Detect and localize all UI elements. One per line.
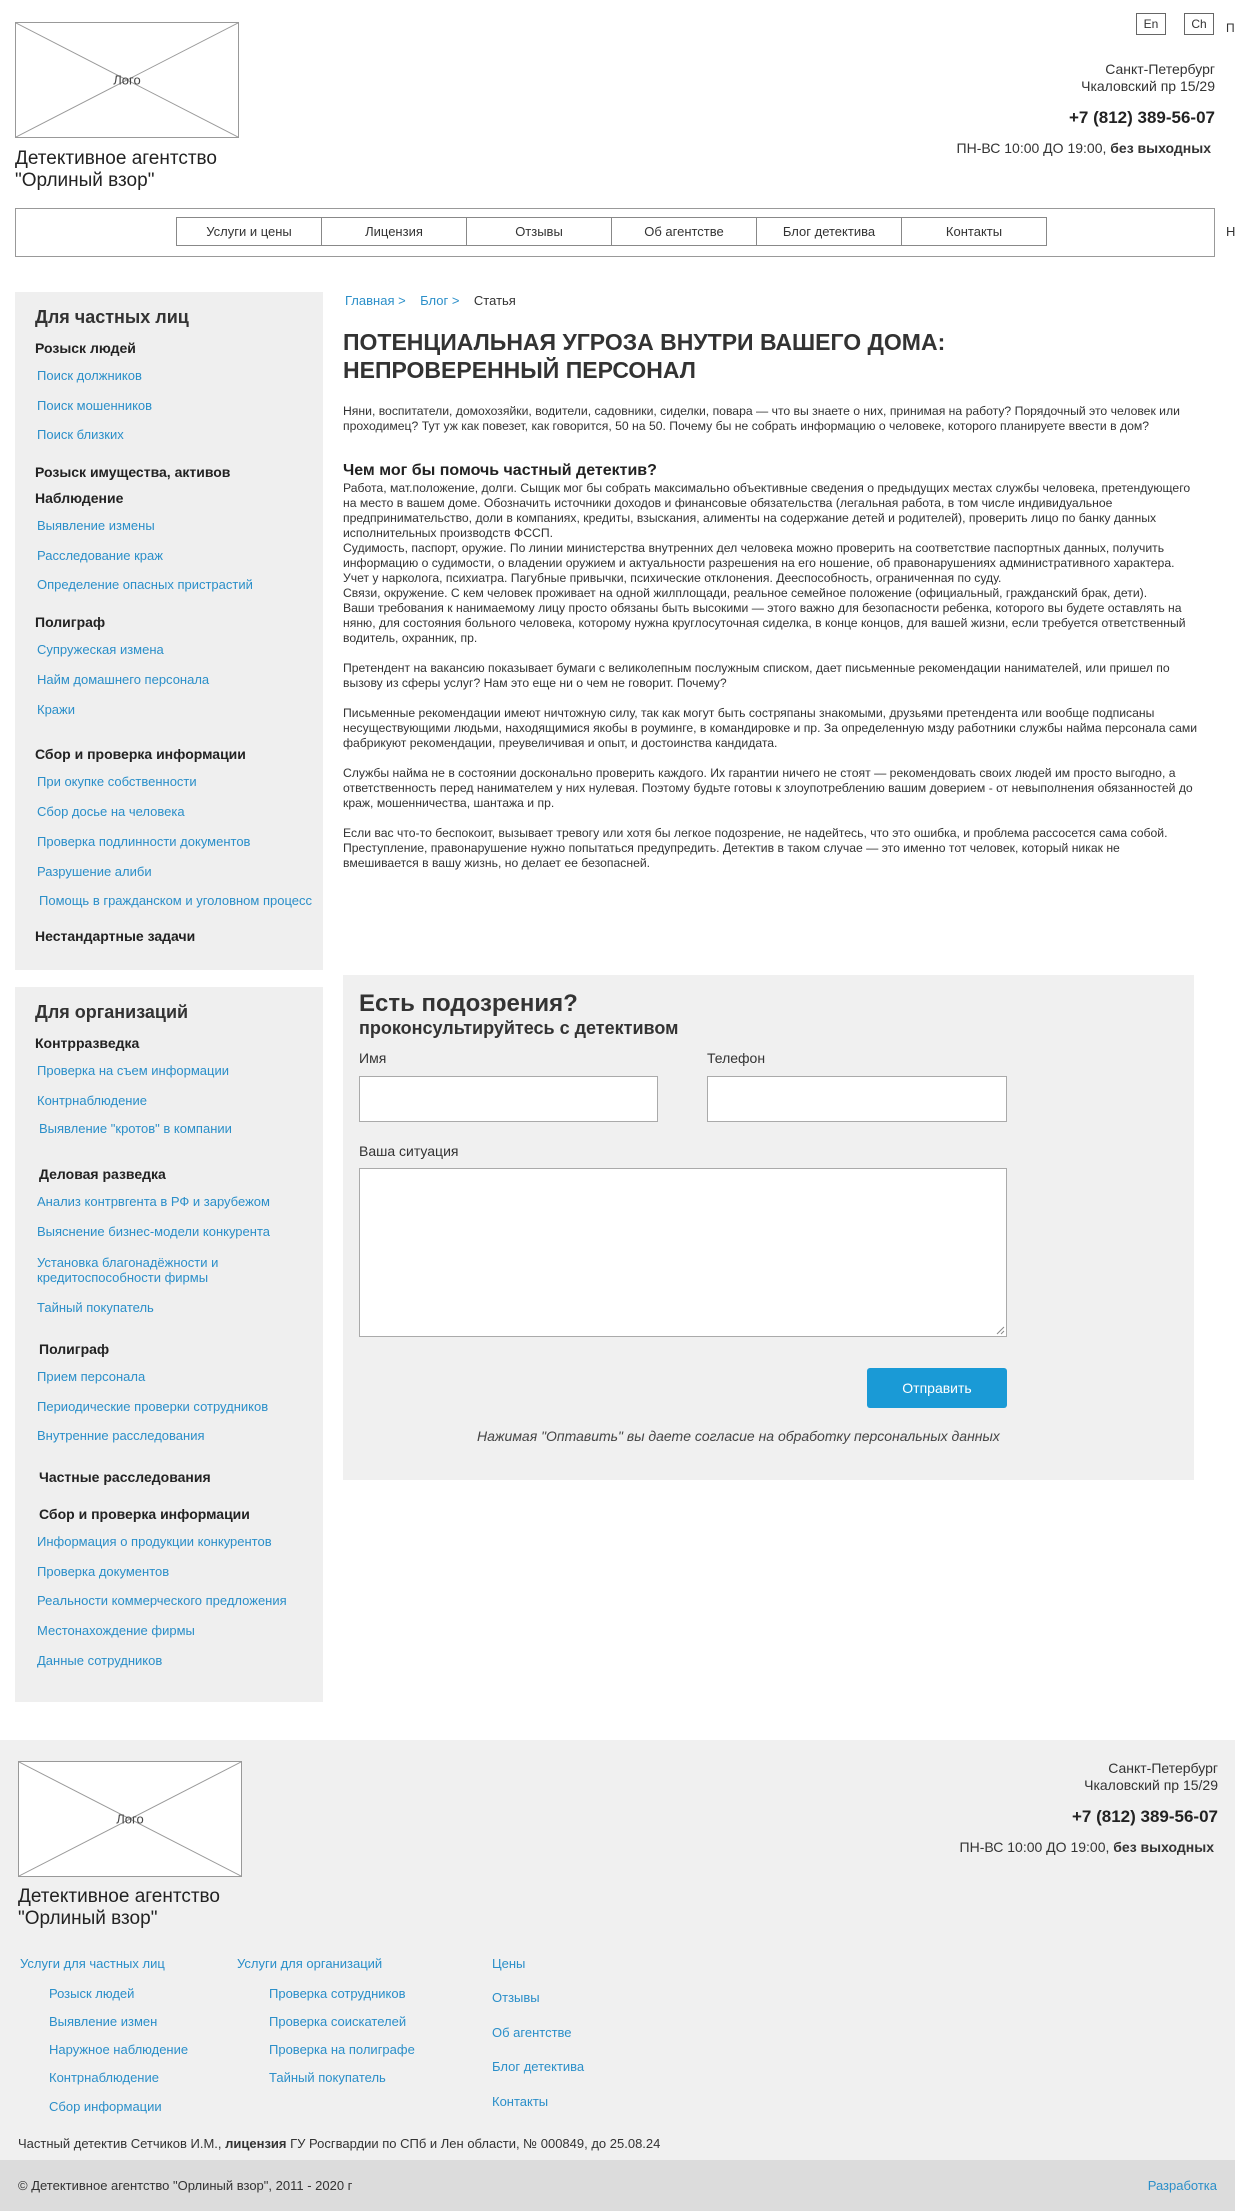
- footer-logo[interactable]: [18, 1761, 242, 1877]
- sidebar-group-title: Розыск людей: [35, 340, 136, 356]
- footer-logo-label: Лого: [116, 1811, 144, 1827]
- nav-item-reviews[interactable]: Отзывы: [466, 217, 612, 246]
- footer-link[interactable]: Цены: [492, 1956, 526, 1971]
- sidebar-link[interactable]: Проверка документов: [37, 1564, 170, 1579]
- form-subtitle: проконсультируйтесь с детективом: [359, 1018, 679, 1038]
- submit-button[interactable]: Отправить: [867, 1368, 1007, 1408]
- breadcrumb-blog[interactable]: Блог: [420, 293, 449, 308]
- article-paragraph: Письменные рекомендации имеют ничтожную силу, так как могут быть состряпаны знакомыми, друзьями претендента или вообще подписаны несуществующими людьми, находящимися якобы в роуминге, в командировке и пр. За определенную мзду работники службы найма персонала сами фабрикуют рекомендации, преувеличивая и опыт, и достоинства кандидата.: [343, 706, 1198, 750]
- article-title: ПОТЕНЦИАЛЬНАЯ УГРОЗА ВНУТРИ ВАШЕГО ДОМА: НЕПРОВЕРЕННЫЙ ПЕРСОНАЛ: [343, 329, 946, 383]
- footer-address: Чкаловский пр 15/29: [1084, 1777, 1218, 1793]
- footer-link[interactable]: Проверка соискателей: [269, 2014, 407, 2029]
- footer-link[interactable]: Выявление измен: [49, 2014, 158, 2029]
- company-name-line1: Детективное агентство: [15, 148, 217, 169]
- nav-item-license[interactable]: Лицензия: [321, 217, 467, 246]
- logo[interactable]: [15, 22, 239, 138]
- form-title: Есть подозрения?: [359, 990, 578, 1017]
- breadcrumb: [345, 293, 516, 308]
- article-paragraph: Учет у нарколога, психиатра. Пагубные привычки, психические отклонения. Дееспособность, ограниченная по суду.: [343, 571, 1002, 585]
- footer-link[interactable]: Контрнаблюдение: [49, 2070, 159, 2085]
- sidebar-link[interactable]: Помощь в гражданском и уголовном процесс: [39, 893, 312, 908]
- nav-item-about[interactable]: Об агентстве: [611, 217, 757, 246]
- footer-link[interactable]: Наружное наблюдение: [49, 2042, 189, 2057]
- phone-label: Телефон: [707, 1050, 766, 1066]
- lang-ch-button[interactable]: Ch: [1184, 13, 1214, 35]
- sidebar-link[interactable]: Выявление "кротов" в компании: [39, 1121, 232, 1136]
- sidebar-group-title: Сбор и проверка информации: [39, 1506, 250, 1522]
- sidebar-link[interactable]: Определение опасных пристрастий: [37, 577, 253, 592]
- sidebar-link[interactable]: Супружеская измена: [37, 642, 164, 657]
- breadcrumb-separator: >: [451, 293, 460, 308]
- sidebar-link[interactable]: Периодические проверки сотрудников: [37, 1399, 269, 1414]
- article-paragraph: Судимость, паспорт, оружие. По линии министерства внутренних дел человека можно проверить на соответствие паспортных данных, получить информацию о судимости, о владении оружием и актуальности разрешения на его ношение, об правонарушениях административного характера.: [343, 541, 1175, 570]
- footer-link[interactable]: Тайный покупатель: [269, 2070, 386, 2085]
- footer-link[interactable]: Сбор информации: [49, 2099, 162, 2114]
- sidebar-link[interactable]: При окупке собственности: [37, 774, 197, 789]
- footer-link[interactable]: Контакты: [492, 2094, 549, 2109]
- sidebar-group-title: Наблюдение: [35, 490, 124, 506]
- name-label: Имя: [359, 1050, 387, 1066]
- article-intro: Няни, воспитатели, домохозяйки, водители, садовники, сиделки, повара — что вы знаете о них, принимая на работу? Порядочный это человек или проходимец? Тут уж как повезет, как говорится, 50 на 50. Почему бы не собрать информацию о человеке, которого планируете ввести в дом?: [343, 404, 1180, 433]
- footer-col2-title[interactable]: Услуги для организаций: [237, 1956, 383, 1971]
- phone-input[interactable]: [707, 1076, 1007, 1122]
- article-subtitle: Чем мог бы помочь частный детектив?: [343, 462, 657, 479]
- sidebar-link[interactable]: Разрушение алиби: [37, 864, 152, 879]
- header-contacts: [1081, 61, 1215, 95]
- header-phone[interactable]: +7 (812) 389-56-07: [1068, 108, 1215, 127]
- sidebar-link[interactable]: Проверка подлинности документов: [37, 834, 251, 849]
- article-paragraph: Если вас что-то беспокоит, вызывает тревогу или хотя бы легкое подозрение, не надейтесь, что это ошибка, и проблема рассосется сама собой. Преступление, правонарушение нужно попытаться предупредить. Детектив в таком случае — это именно тот человек, который никак не вмешивается в вашу жизнь, но делает ее безопасней.: [343, 826, 1168, 870]
- developer-link[interactable]: Разработка: [1147, 2178, 1217, 2193]
- sidebar-link[interactable]: Реальности коммерческого предложения: [37, 1593, 287, 1608]
- name-input[interactable]: [359, 1076, 658, 1122]
- header-hours-text: ПН-ВС 10:00 ДО 19:00,: [956, 140, 1111, 156]
- nav-item-services[interactable]: Услуги и цены: [176, 217, 322, 246]
- article-body: [343, 481, 1198, 871]
- nav-item-contacts[interactable]: Контакты: [901, 217, 1047, 246]
- sidebar-group-title[interactable]: Розыск имущества, активов: [35, 464, 231, 480]
- footer-company-line2: "Орлиный взор": [18, 1908, 158, 1929]
- footer-hours-text: ПН-ВС 10:00 ДО 19:00,: [959, 1839, 1114, 1855]
- sidebar-link[interactable]: Выяснение бизнес-модели конкурента: [37, 1224, 270, 1239]
- situation-textarea[interactable]: [359, 1168, 1007, 1337]
- sidebar-link[interactable]: Найм домашнего персонала: [37, 672, 210, 687]
- breadcrumb-separator: >: [398, 293, 406, 308]
- footer-link[interactable]: Отзывы: [492, 1990, 540, 2005]
- sidebar-group-title[interactable]: Частные расследования: [39, 1469, 211, 1485]
- consent-text: Нажимая "Оптавить" вы даете согласие на обработку персональных данных: [477, 1428, 1000, 1444]
- sidebar-private-title: Для частных лиц: [35, 307, 189, 327]
- footer-link[interactable]: Блог детектива: [492, 2059, 585, 2074]
- footer-company-name: [18, 1886, 220, 1930]
- sidebar-link[interactable]: Поиск мошенников: [37, 398, 153, 413]
- sidebar-link[interactable]: Информация о продукции конкурентов: [37, 1534, 272, 1549]
- header-edge-text: П: [1226, 21, 1235, 35]
- main-nav: [177, 217, 1047, 246]
- sidebar-link[interactable]: Сбор досье на человека: [37, 804, 185, 819]
- sidebar-link[interactable]: Поиск близких: [37, 427, 124, 442]
- license-text: [18, 2136, 660, 2151]
- sidebar-group-title: Полиграф: [39, 1341, 110, 1357]
- footer-col1-title[interactable]: Услуги для частных лиц: [20, 1956, 165, 1971]
- company-name: [15, 148, 217, 192]
- sidebar-link[interactable]: Кражи: [37, 702, 75, 717]
- license-prefix: Частный детектив Сетчиков И.М.,: [18, 2136, 226, 2151]
- sidebar-group-title[interactable]: Нестандартные задачи: [35, 928, 196, 944]
- footer-hours: [960, 1839, 1214, 1855]
- sidebar-link[interactable]: Установка благонадёжности и кредитоспособности фирмы: [37, 1255, 219, 1285]
- sidebar-link[interactable]: Данные сотрудников: [37, 1653, 163, 1668]
- sidebar-link[interactable]: Контрнаблюдение: [37, 1093, 147, 1108]
- lang-en-button[interactable]: En: [1136, 13, 1166, 35]
- sidebar-group-title: Сбор и проверка информации: [35, 746, 246, 762]
- sidebar-link[interactable]: Поиск должников: [37, 368, 142, 383]
- header-hours: [957, 140, 1211, 156]
- header-hours-bold: без выходных: [1110, 140, 1211, 156]
- sidebar-group-title: Контрразведка: [35, 1035, 140, 1051]
- article-paragraph: Связи, окружение. С кем человек проживает на одной жилплощади, реальное семейное положение (официальный, гражданский брак, дети).: [343, 586, 1148, 600]
- footer-link[interactable]: Проверка сотрудников: [269, 1986, 406, 2001]
- license-bold: лицензия: [225, 2136, 287, 2151]
- footer-link[interactable]: Проверка на полиграфе: [269, 2042, 415, 2057]
- sidebar-link[interactable]: Внутренние расследования: [37, 1428, 205, 1443]
- footer-link[interactable]: Розыск людей: [49, 1986, 135, 2001]
- sidebar-org-title: Для организаций: [35, 1002, 189, 1022]
- sidebar-link[interactable]: Расследование краж: [37, 548, 163, 563]
- nav-item-blog[interactable]: Блог детектива: [756, 217, 902, 246]
- article-paragraph: Претендент на вакансию показывает бумаги с великолепным послужным списком, дает письменные рекомендации нанимателей, или пришел по вызову из сферы услуг? Нам это еще ни о чем не говорит. Почему?: [343, 661, 1170, 690]
- sidebar-link[interactable]: Анализ контрвгента в РФ и зарубежом: [37, 1194, 270, 1209]
- nav-edge-text: Н: [1226, 224, 1235, 239]
- sidebar-group-title: Деловая разведка: [39, 1166, 166, 1182]
- footer-company-line1: Детективное агентство: [18, 1886, 220, 1907]
- textarea-resize-icon[interactable]: [995, 1325, 1005, 1335]
- license-rest: ГУ Росгвардии по СПб и Лен области, № 000849, до 25.08.24: [286, 2136, 661, 2151]
- logo-label: Лого: [113, 72, 141, 88]
- footer-link[interactable]: Об агентстве: [492, 2025, 572, 2040]
- footer-contacts: [1084, 1760, 1218, 1794]
- situation-label: Ваша ситуация: [359, 1143, 459, 1159]
- company-name-line2: "Орлиный взор": [15, 170, 155, 191]
- breadcrumb-current: Статья: [473, 293, 516, 308]
- sidebar-link[interactable]: Выявление измены: [37, 518, 155, 533]
- article-paragraph: Ваши требования к нанимаемому лицу просто обязаны быть высокими — этого важно для безопасности ребенка, которого вы будете оставлять на няню, для состояния больного человека, которому нужна круглосуточная сиделка, в конце концов, для вашей жизни, если требуется ответственный водитель, охранник, пр.: [343, 601, 1186, 645]
- footer-city: Санкт-Петербург: [1108, 1760, 1218, 1776]
- footer-hours-bold: без выходных: [1113, 1839, 1214, 1855]
- sidebar-link[interactable]: Прием персонала: [37, 1369, 146, 1384]
- header-city: Санкт-Петербург: [1105, 61, 1215, 77]
- sidebar-link[interactable]: Проверка на съем информации: [37, 1063, 229, 1078]
- breadcrumb-home[interactable]: Главная: [345, 293, 395, 308]
- sidebar-link[interactable]: Местонахождение фирмы: [37, 1623, 195, 1638]
- sidebar-link[interactable]: Тайный покупатель: [37, 1300, 154, 1315]
- copyright: © Детективное агентство "Орлиный взор", 2011 - 2020 г: [18, 2178, 353, 2193]
- header-address: Чкаловский пр 15/29: [1081, 78, 1215, 94]
- footer-phone[interactable]: +7 (812) 389-56-07: [1071, 1807, 1218, 1826]
- sidebar-group-title: Полиграф: [35, 614, 106, 630]
- article-paragraph: Работа, мат.положение, долги. Сыщик мог бы собрать максимально объективные сведения о предыдущих местах службы человека, претендующего на место в вашем доме. Обозначить источники доходов и финансовые обязательства (легальная работа, в том числе индивидуальное предпринимательство, доли в компаниях, кредиты, взыскания, алименты на содержание детей и родителей), проверить лицо по банку данных исполнительных производств ФССП.: [343, 481, 1191, 540]
- article-paragraph: Службы найма не в состоянии досконально проверить каждого. Их гарантии ничего не стоят — рекомендовать своих людей им просто выгодно, а ответственность перед нанимателем у них нулевая. Поэтому будьте готовы к злоупотреблению вашим доверием - от невыполнения обязанностей до краж, мошенничества, шантажа и пр.: [343, 766, 1193, 810]
